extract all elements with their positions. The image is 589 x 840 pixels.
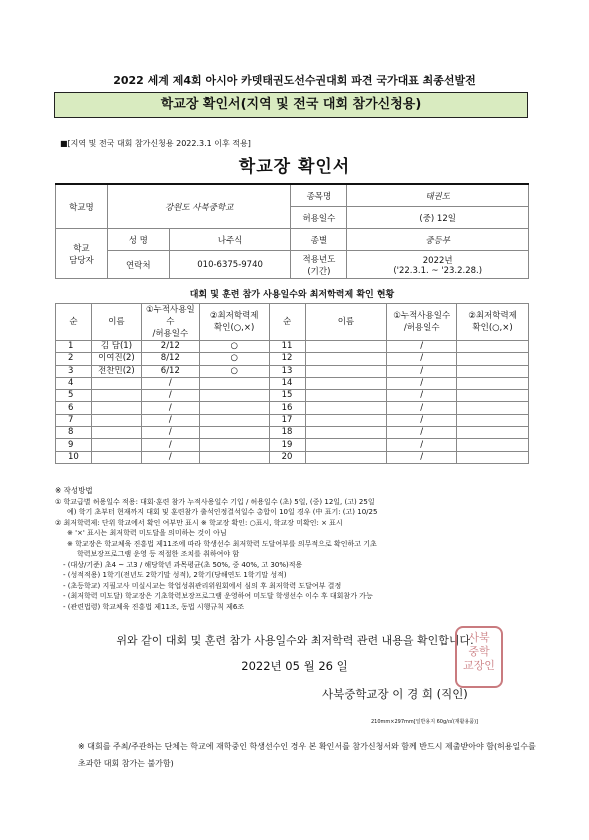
header-days-right-line1: ①누적사용일수 — [393, 311, 451, 321]
manager-label-line1: 학교 — [73, 243, 90, 254]
row-name — [91, 377, 141, 389]
row-days-right: / — [387, 341, 457, 353]
table-row — [56, 377, 529, 389]
table-row — [56, 353, 529, 365]
row-name-right — [305, 365, 387, 377]
table-row — [56, 427, 529, 439]
table-row — [56, 365, 529, 377]
row-days: / — [141, 390, 199, 402]
row-name-right — [305, 439, 387, 451]
row-check — [199, 439, 269, 451]
contact-label: 연락처 — [107, 251, 169, 279]
row-no: 5 — [56, 390, 92, 402]
row-name — [91, 402, 141, 414]
row-check-right — [457, 365, 529, 377]
principal-signature: 사북중학교장 이 경 희 (직인) — [322, 687, 468, 701]
form-title: 학교장 확인서(지역 및 전국 대회 참가신청용) — [54, 92, 528, 118]
period-label-line2: (기간) — [307, 266, 331, 277]
row-name-right — [305, 451, 387, 463]
row-check — [199, 402, 269, 414]
note-3: - (대상/기준) 초4 ~ 고3 / 해당학년 과목평균(초 50%, 중 40%, 고 30%)적용 — [63, 560, 303, 569]
row-name: 전찬민(2) — [91, 365, 141, 377]
row-name-right — [305, 353, 387, 365]
row-no-right: 20 — [269, 451, 305, 463]
header-check-right-line2: 확인(○,×) — [472, 323, 513, 333]
usage-section-title: 대회 및 훈련 참가 사용일수와 최저학력제 확인 현황 — [189, 290, 395, 300]
header-no-right: 순 — [269, 304, 305, 341]
header-check-right-line1: ②최저학력제 — [468, 311, 517, 321]
header-days-right-line2: /허용일수 — [403, 323, 440, 333]
school-info-table — [55, 183, 529, 279]
row-days: / — [141, 377, 199, 389]
note-2a: ※ '×' 표시는 최저학력 미도달을 의미하는 것이 아님 — [67, 529, 227, 537]
school-value: 강원도 사북중학교 — [107, 184, 291, 229]
row-name-right — [305, 402, 387, 414]
note-2: ② 최저학력제: 단위 학교에서 확인 여부만 표시 ※ 학교장 확인: ○표시, 학교장 미확인: × 표시 — [55, 518, 343, 527]
row-no-right: 13 — [269, 365, 305, 377]
row-days-right: / — [387, 451, 457, 463]
footer-note: ※ 대회를 주최/주관하는 단체는 학교에 재학중인 학생선수인 경우 본 확인서를 참가신청서와 함께 반드시 제출받아야 함(허용일수를 초과한 대회 참가는 불가함) — [78, 742, 536, 768]
row-name — [91, 414, 141, 426]
table-row — [56, 390, 529, 402]
row-check-right — [457, 451, 529, 463]
row-days: / — [141, 451, 199, 463]
table-row — [56, 414, 529, 426]
row-check — [199, 377, 269, 389]
event-title: 2022 세계 제4회 아시아 카뎃태권도선수권대회 파견 국가대표 최종선발전 — [113, 74, 476, 87]
row-check-right — [457, 414, 529, 426]
row-name-right — [305, 341, 387, 353]
row-no-right: 18 — [269, 427, 305, 439]
document-title: 학교장 확인서 — [238, 157, 351, 177]
row-no: 8 — [56, 427, 92, 439]
row-no: 1 — [56, 341, 92, 353]
table-row — [56, 402, 529, 414]
table-row — [56, 439, 529, 451]
row-check: ○ — [199, 365, 269, 377]
row-days: 2/12 — [141, 341, 199, 353]
row-name-right — [305, 377, 387, 389]
confirmation-text: 위와 같이 대회 및 훈련 참가 사용일수와 최저학력 관련 내용을 확인합니다. — [116, 634, 474, 647]
row-name-right — [305, 414, 387, 426]
row-days-right: / — [387, 414, 457, 426]
row-days-right: / — [387, 390, 457, 402]
row-no: 10 — [56, 451, 92, 463]
row-check-right — [457, 353, 529, 365]
reference-note: ■[지역 및 전국 대회 참가신청용 2022.3.1 이후 적용] — [60, 139, 251, 148]
row-no-right: 19 — [269, 439, 305, 451]
row-no: 7 — [56, 414, 92, 426]
usage-table — [55, 303, 529, 464]
writing-instructions — [55, 486, 535, 612]
row-check: ○ — [199, 353, 269, 365]
row-no: 3 — [56, 365, 92, 377]
contact-value: 010-6375-9740 — [169, 251, 291, 279]
allowed-days-value: (중) 12일 — [347, 207, 529, 229]
row-no-right: 11 — [269, 341, 305, 353]
row-no-right: 17 — [269, 414, 305, 426]
name-value: 나주식 — [169, 229, 291, 251]
period-label-line1: 적용년도 — [302, 254, 336, 265]
row-days-right: / — [387, 365, 457, 377]
row-no: 9 — [56, 439, 92, 451]
period-value-line2: ('22.3.1. ~ '23.2.28.) — [393, 265, 483, 276]
row-no: 6 — [56, 402, 92, 414]
header-check-line2: 확인(○,×) — [214, 323, 255, 333]
row-days: 8/12 — [141, 353, 199, 365]
row-name: 김 담(1) — [91, 341, 141, 353]
usage-header-row — [56, 304, 529, 341]
row-name — [91, 390, 141, 402]
row-name-right — [305, 427, 387, 439]
note-2b: ※ 학교장은 학교체육 진흥법 제11조에 따라 학생선수 최저학력 도달여부를 의무적으로 확인하고 기초 — [67, 539, 377, 548]
row-check — [199, 414, 269, 426]
note-1-example: 예) 학기 초부터 현재까지 대회 및 훈련참가 출석인정결석일수 총합이 10일 경우 (中 표기: (고) 10/25 — [67, 508, 378, 516]
note-2c: 학력보장프로그램 운영 등 적절한 조치를 취하여야 함 — [77, 550, 240, 558]
header-check-right — [457, 304, 529, 341]
row-check — [199, 451, 269, 463]
row-days-right: / — [387, 402, 457, 414]
row-no-right: 14 — [269, 377, 305, 389]
row-days-right: / — [387, 377, 457, 389]
manager-label-line2: 담당자 — [69, 255, 94, 266]
row-days: / — [141, 439, 199, 451]
confirmation-date: 2022년 05 월 26 일 — [241, 659, 348, 673]
header-check — [199, 304, 269, 341]
row-check — [199, 390, 269, 402]
notes-heading: ※ 작성방법 — [55, 486, 93, 495]
header-days-line1: ①누적사용일수 — [145, 305, 195, 327]
header-days — [141, 304, 199, 341]
row-days-right: / — [387, 427, 457, 439]
row-no-right: 16 — [269, 402, 305, 414]
row-check-right — [457, 427, 529, 439]
row-name — [91, 439, 141, 451]
row-check-right — [457, 402, 529, 414]
note-1: ① 학교급별 허용일수 적용: 대회·훈련 참가 누적사용일수 기입 / 허용일수 (초) 5일, (중) 12일, (고) 25일 — [55, 497, 375, 506]
row-no-right: 12 — [269, 353, 305, 365]
row-days: / — [141, 427, 199, 439]
row-no: 2 — [56, 353, 92, 365]
sport-value: 태권도 — [347, 184, 529, 207]
position-label: 종별 — [291, 229, 347, 251]
row-days-right: / — [387, 353, 457, 365]
school-label: 학교명 — [56, 184, 108, 229]
row-check-right — [457, 390, 529, 402]
header-check-line1: ②최저학력제 — [209, 311, 259, 321]
row-name: 이여진(2) — [91, 353, 141, 365]
row-name — [91, 451, 141, 463]
allowed-days-label: 허용일수 — [291, 207, 347, 229]
position-value: 중등부 — [347, 229, 529, 251]
official-seal: 사북 중학 교장인 — [455, 626, 503, 688]
table-row — [56, 451, 529, 463]
name-label: 성 명 — [107, 229, 169, 251]
table-row — [56, 341, 529, 353]
sport-label: 종목명 — [291, 184, 347, 207]
row-check — [199, 427, 269, 439]
row-check-right — [457, 377, 529, 389]
row-no-right: 15 — [269, 390, 305, 402]
period-value — [347, 251, 529, 279]
row-name — [91, 427, 141, 439]
row-no: 4 — [56, 377, 92, 389]
header-days-line2: /허용일수 — [152, 329, 189, 339]
note-4: - (성적적용) 1학기(전년도 2학기말 성적), 2학기(당해연도 1학기말 성적) — [63, 571, 287, 579]
row-check: ○ — [199, 341, 269, 353]
period-label — [291, 251, 347, 279]
note-6: - (최저학력 미도달) 학교장은 기초학력보장프로그램 운영하여 미도달 학생선수 이수 후 대회참가 가능 — [63, 592, 373, 600]
row-check-right — [457, 439, 529, 451]
row-days: 6/12 — [141, 365, 199, 377]
row-days: / — [141, 414, 199, 426]
manager-label — [56, 229, 108, 279]
paper-spec: 210mm×297mm[일반용지 60g/㎡(재활용품)] — [371, 719, 479, 725]
period-value-line1: 2022년 — [422, 255, 453, 266]
header-name: 이름 — [91, 304, 141, 341]
header-no: 순 — [56, 304, 92, 341]
header-name-right: 이름 — [305, 304, 387, 341]
row-days-right: / — [387, 439, 457, 451]
row-days: / — [141, 402, 199, 414]
header-days-right — [387, 304, 457, 341]
note-5: - (초등학교) 지필고사 미실시교는 학업성취관리위원회에서 심의 후 최저학력 도달여부 결정 — [63, 581, 342, 590]
row-name-right — [305, 390, 387, 402]
note-7: - (관련법령) 학교체육 진흥법 제11조, 동법 시행규칙 제6조 — [63, 602, 245, 611]
row-check-right — [457, 341, 529, 353]
